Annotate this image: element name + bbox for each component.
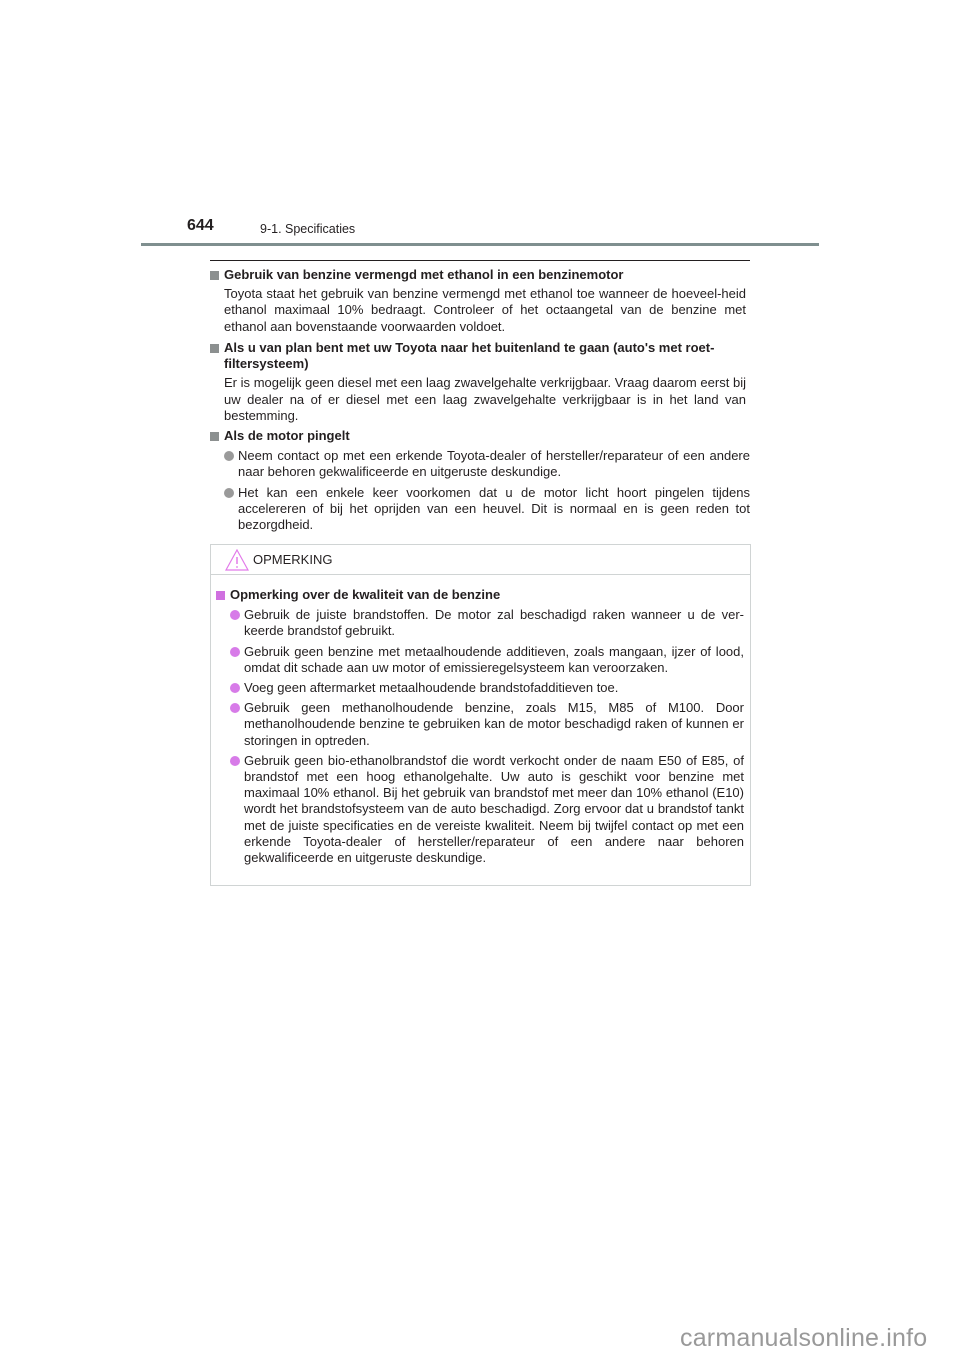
heading-text: Opmerking over de kwaliteit van de benzine xyxy=(230,587,501,602)
watermark: carmanualsonline.info xyxy=(680,1324,928,1352)
list-item-text: Voeg geen aftermarket metaalhoudende brandstofadditieven toe. xyxy=(244,680,619,696)
section-abroad xyxy=(210,340,750,424)
section-text: Toyota staat het gebruik van benzine vermengd met ethanol toe wanneer de hoeveel-heid ethanol maximaal 10% bedraagt. Controleer of het octaangetal van de benzine met ethanol aan bovenstaande voorwaarden voldoet. xyxy=(224,286,746,334)
bullet-icon xyxy=(230,703,240,713)
list-item xyxy=(230,700,744,749)
bullet-icon xyxy=(224,488,234,498)
list-item-text: Gebruik geen methanolhoudende benzine, zoals M15, M85 of M100. Door methanolhoudende benzine te gebruiken kan de motor beschadigd raken of kunnen er storingen in optreden. xyxy=(244,700,744,748)
divider xyxy=(210,260,750,261)
section-ethanol xyxy=(210,267,746,335)
section-knocking xyxy=(210,428,750,533)
section-text: Er is mogelijk geen diesel met een laag zwavelgehalte verkrijgbaar. Vraag daarom eerst bij uw dealer na of er diesel met een laag zwavelgehalte verkrijgbaar is in het land van bestemming. xyxy=(224,375,746,423)
bullet-icon xyxy=(224,451,234,461)
notice-label: OPMERKING xyxy=(253,552,333,567)
section-heading xyxy=(210,428,750,444)
bullet-icon xyxy=(230,756,240,766)
notice-body xyxy=(211,575,750,866)
heading-text: Als de motor pingelt xyxy=(224,428,350,443)
section-heading xyxy=(210,267,746,283)
list-item xyxy=(224,485,750,534)
warning-icon xyxy=(225,549,249,571)
section-title: 9-1. Specificaties xyxy=(260,222,356,236)
header-rule xyxy=(141,243,819,246)
list-item-text: Gebruik geen bio-ethanolbrandstof die wordt verkocht onder de naam E50 of E85, of brandstof met een hoog ethanolgehalte. Uw auto is geschikt voor benzine met maximaal 10% ethanol. Bij het gebruik van brandstof met meer dan 10% ethanol (E10) wordt het brandstofsysteem van de auto beschadigd. Zorg ervoor dat u brandstof tankt met de juiste specificaties en de vereiste kwaliteit. Neem bij twijfel contact op met een erkende Toyota-dealer of hersteller/reparateur of een andere naar behoren gekwalificeerde en uitgeruste deskundige. xyxy=(244,752,744,866)
section-heading xyxy=(210,340,750,372)
list-item-text: Neem contact op met een erkende Toyota-dealer of hersteller/reparateur of een andere naar behoren gekwalificeerde en uitgeruste deskundige. xyxy=(238,448,750,480)
list-item-text: Gebruik de juiste brandstoffen. De motor zal beschadigd raken wanneer u de ver-keerde brandstof gebruikt. xyxy=(244,607,744,639)
notice-heading xyxy=(216,587,744,603)
square-bullet-icon xyxy=(210,432,219,441)
bullet-icon xyxy=(230,683,240,693)
list-item xyxy=(230,753,744,866)
notice-header xyxy=(211,545,750,575)
square-bullet-icon xyxy=(210,344,219,353)
bullet-icon xyxy=(230,610,240,620)
list-item xyxy=(224,448,750,480)
square-bullet-icon xyxy=(210,271,219,280)
notice-box xyxy=(210,544,751,886)
page-number: 644 xyxy=(187,217,214,234)
heading-text: Als u van plan bent met uw Toyota naar het buitenland te gaan (auto's met roet-filtersysteem) xyxy=(224,340,715,372)
heading-text: Gebruik van benzine vermengd met ethanol in een benzinemotor xyxy=(224,267,624,282)
square-bullet-icon xyxy=(216,591,225,600)
list-item xyxy=(230,607,744,639)
list-item xyxy=(230,680,744,696)
bullet-icon xyxy=(230,647,240,657)
list-item-text: Het kan een enkele keer voorkomen dat u de motor licht hoort pingelen tijdens accelereren of bij het oprijden van een heuvel. Dit is normaal en is geen reden tot bezorgdheid. xyxy=(238,484,750,533)
list-item xyxy=(230,644,744,676)
list-item-text: Gebruik geen benzine met metaalhoudende additieven, zoals mangaan, ijzer of lood, omdat dit schade aan uw motor of emissieregelsysteem kan veroorzaken. xyxy=(244,643,744,675)
